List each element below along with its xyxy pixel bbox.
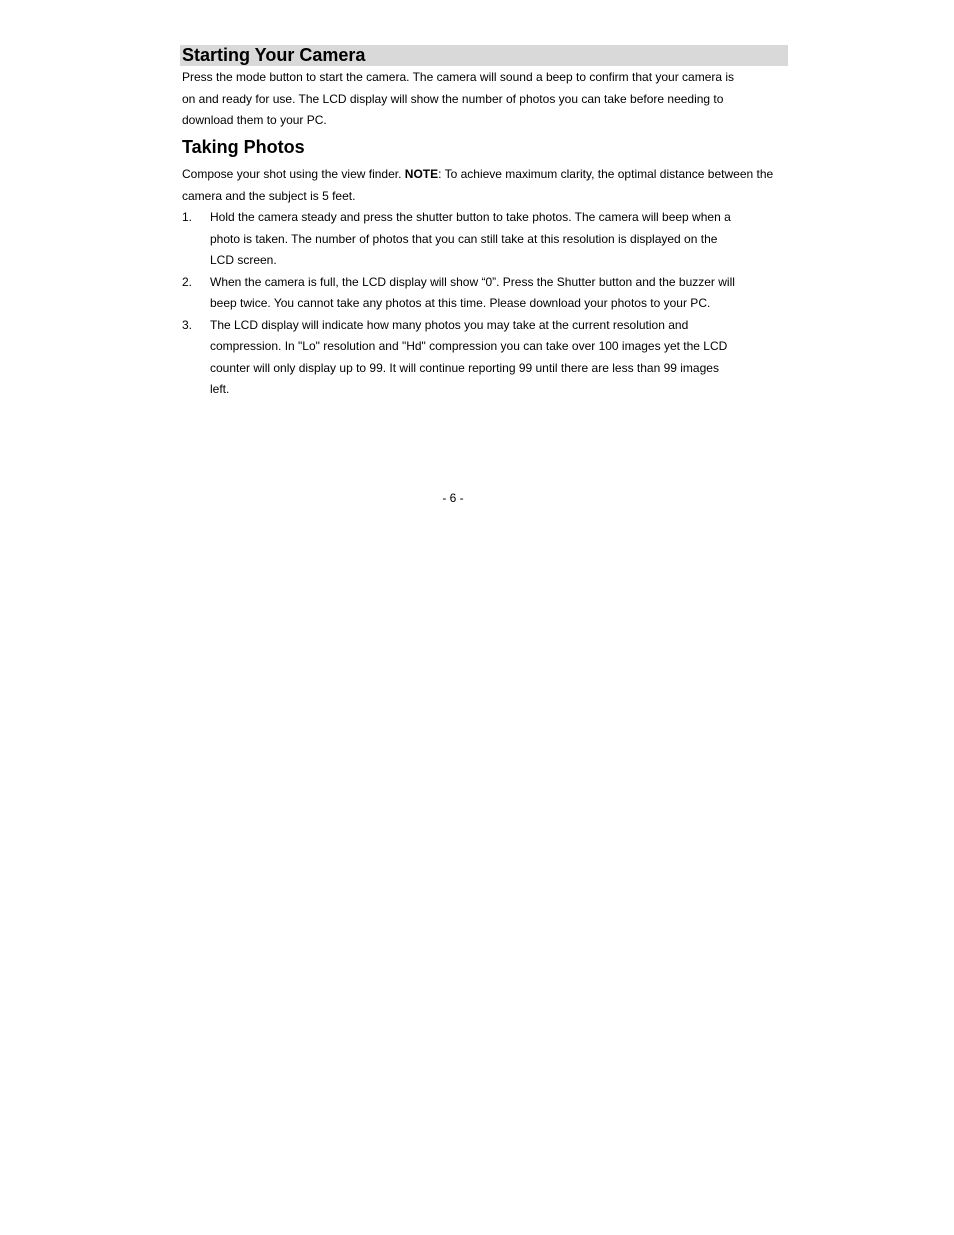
paragraph-compose-shot xyxy=(182,164,788,207)
page-number: - 6 - xyxy=(442,491,464,505)
step-text: The LCD display will indicate how many photos you may take at the current resolution and compression. In "Lo" resolution and "Hd" compression you can take over 100 images yet the LCD counter will only display up to 99. It will continue reporting 99 until there are less than 99 images left. xyxy=(210,317,728,396)
note-label: NOTE xyxy=(404,167,439,181)
compose-text: Compose your shot using the view finder. xyxy=(182,167,405,181)
list-item xyxy=(182,207,742,272)
heading-starting-your-camera: Starting Your Camera xyxy=(182,45,366,65)
step-number: 3. xyxy=(182,317,193,332)
step-text: Hold the camera steady and press the shutter button to take photos. The camera will beep when a photo is taken. The number of photos that you can still take at this resolution is displayed on the LCD screen. xyxy=(210,210,731,267)
list-item xyxy=(182,272,742,315)
heading-taking-photos: Taking Photos xyxy=(182,137,305,157)
step-number: 2. xyxy=(182,274,193,289)
list-item xyxy=(182,315,742,401)
note-text: : To achieve maximum clarity, the optimal distance between the camera and the subject is 5 feet. xyxy=(182,167,774,203)
paragraph-starting-camera: Press the mode button to start the camera. The camera will sound a beep to confirm that your camera is on and ready for use. The LCD display will show the number of photos you can take before needing to download them to your PC. xyxy=(182,70,735,127)
section-heading-band xyxy=(180,45,788,66)
step-text: When the camera is full, the LCD display will show “0”. Press the Shutter button and the buzzer will beep twice. You cannot take any photos at this time. Please download your photos to your PC. xyxy=(210,274,735,310)
step-number: 1. xyxy=(182,210,193,224)
photo-steps-list xyxy=(182,207,742,401)
